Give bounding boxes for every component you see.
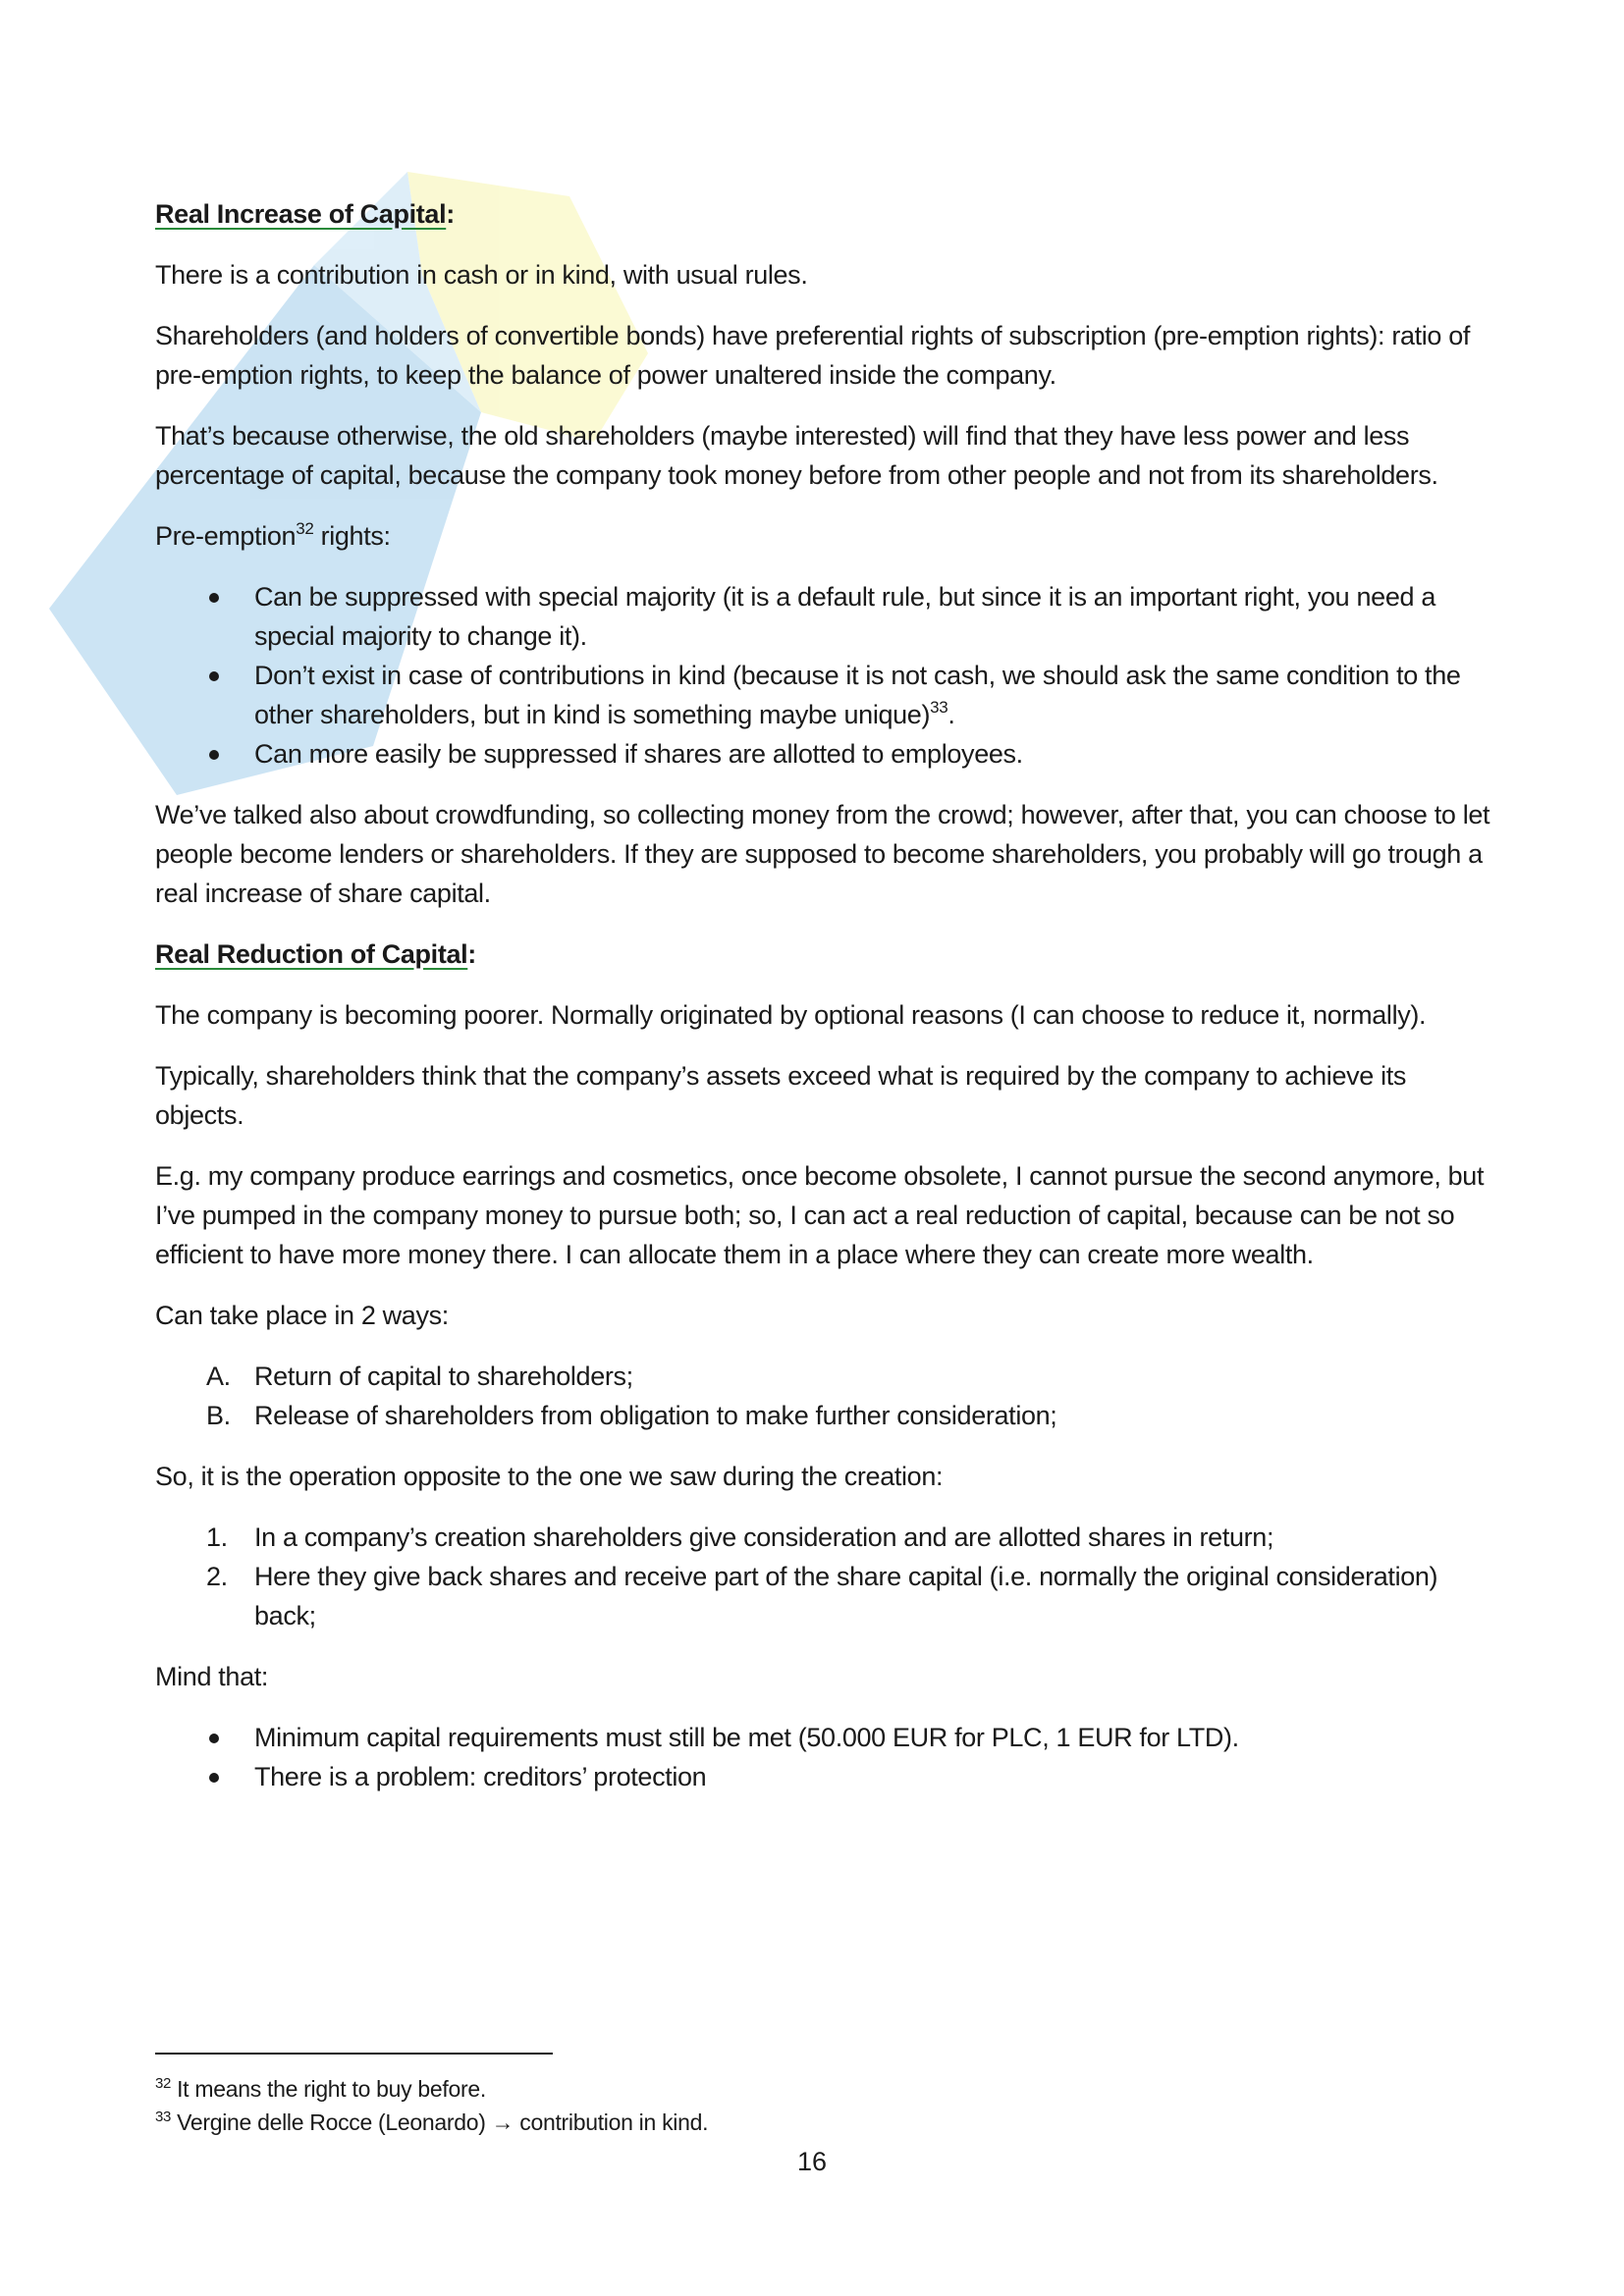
list-item-text: Minimum capital requirements must still be met (50.000 EUR for PLC, 1 EUR for LTD).: [254, 1723, 1239, 1752]
list-item: [155, 1718, 1490, 1757]
bullet-icon: [209, 593, 219, 603]
bullet-icon: [209, 671, 219, 681]
footnote-text: contribution in kind.: [519, 2109, 709, 2135]
list-marker: B.: [206, 1401, 231, 1430]
paragraph: So, it is the operation opposite to the one we saw during the creation:: [155, 1462, 944, 1491]
list-item: [155, 1518, 1490, 1557]
footnotes: [155, 2072, 1490, 2139]
section-heading-real-reduction: [155, 934, 1490, 974]
list-item: [155, 1357, 1490, 1396]
list-item-text: Can more easily be suppressed if shares are allotted to employees.: [254, 739, 1023, 769]
heading-colon: :: [467, 939, 476, 969]
footnote-number: 32: [155, 2075, 172, 2092]
footnote-text: Vergine delle Rocce (Leonardo): [177, 2109, 486, 2135]
list-item: [155, 734, 1490, 774]
footnote-separator: [155, 2053, 553, 2055]
list-marker: 1.: [206, 1522, 228, 1552]
list-item-text: In a company’s creation shareholders give consideration and are allotted shares in return;: [254, 1522, 1274, 1552]
list-item-text: Here they give back shares and receive part of the share capital (i.e. normally the original consideration) back;: [254, 1562, 1438, 1630]
paragraph: E.g. my company produce earrings and cosmetics, once become obsolete, I cannot pursue the second anymore, but I’ve pumped in the company money to pursue both; so, I can act a real reduction of capital, because can be not so efficient to have more money there. I can allocate them in a place where they can create more wealth.: [155, 1161, 1485, 1269]
list-item: [155, 1396, 1490, 1435]
paragraph: That’s because otherwise, the old shareholders (maybe interested) will find that they have less power and less percentage of capital, because the company took money before from other people and not from its shareholders.: [155, 421, 1438, 490]
bullet-icon: [209, 1773, 219, 1783]
main-content: [155, 194, 1490, 1818]
paragraph: We’ve talked also about crowdfunding, so collecting money from the crowd; however, after that, you can choose to let people become lenders or shareholders. If they are supposed to become shareholders, you probably will go trough a real increase of share capital.: [155, 800, 1490, 908]
heading-text: Real Increase of Capital: [155, 199, 447, 229]
numbered-list: [155, 1518, 1490, 1635]
paragraph: Can take place in 2 ways:: [155, 1301, 449, 1330]
list-item-text: Can be suppressed with special majority (it is a default rule, but since it is an important right, you need a special majority to change it).: [254, 582, 1435, 651]
bullet-icon: [209, 1734, 219, 1743]
list-item: [155, 656, 1490, 734]
list-item-tail: .: [947, 700, 955, 729]
bullet-list: [155, 1718, 1490, 1796]
heading-colon: :: [446, 199, 455, 229]
footnote-number: 33: [155, 2109, 172, 2125]
footnote-ref-32: 32: [296, 519, 314, 538]
page-number: 16: [796, 2147, 828, 2176]
list-item: [155, 1757, 1490, 1796]
bullet-icon: [209, 750, 219, 760]
paragraph: The company is becoming poorer. Normally originated by optional reasons (I can choose to reduce it, normally).: [155, 1000, 1427, 1030]
list-marker: A.: [206, 1362, 231, 1391]
pre-emption-rest: rights:: [313, 521, 391, 551]
list-item-text: There is a problem: creditors’ protection: [254, 1762, 707, 1791]
heading-text: Real Reduction of Capital: [155, 939, 468, 969]
footnote-32: [155, 2072, 1490, 2106]
footnote-33: [155, 2106, 1490, 2139]
paragraph: Shareholders (and holders of convertible bonds) have preferential rights of subscription (pre-emption rights): ratio of pre-emption rights, to keep the balance of power unaltered inside the company.: [155, 321, 1471, 390]
paragraph: Typically, shareholders think that the company’s assets exceed what is required by the company to achieve its objects.: [155, 1061, 1407, 1130]
paragraph: Mind that:: [155, 1662, 269, 1691]
list-item: [155, 577, 1490, 656]
pre-emption-text: Pre-emption: [155, 521, 297, 551]
list-item-text: Release of shareholders from obligation to make further consideration;: [254, 1401, 1057, 1430]
list-marker: 2.: [206, 1562, 228, 1591]
footnote-text: It means the right to buy before.: [177, 2076, 486, 2102]
list-item-text: Don’t exist in case of contributions in kind (because it is not cash, we should ask the same condition to the other shareholders, but in kind is something maybe unique): [254, 661, 1461, 729]
arrow-right-icon: →: [491, 2109, 514, 2135]
lettered-list: [155, 1357, 1490, 1435]
paragraph-pre-emption: [155, 516, 1490, 556]
list-item-text: Return of capital to shareholders;: [254, 1362, 633, 1391]
section-heading-real-increase: [155, 194, 1490, 234]
list-item: [155, 1557, 1490, 1635]
paragraph: There is a contribution in cash or in kind, with usual rules.: [155, 260, 808, 290]
footnote-ref-33: 33: [930, 698, 948, 717]
bullet-list: [155, 577, 1490, 774]
